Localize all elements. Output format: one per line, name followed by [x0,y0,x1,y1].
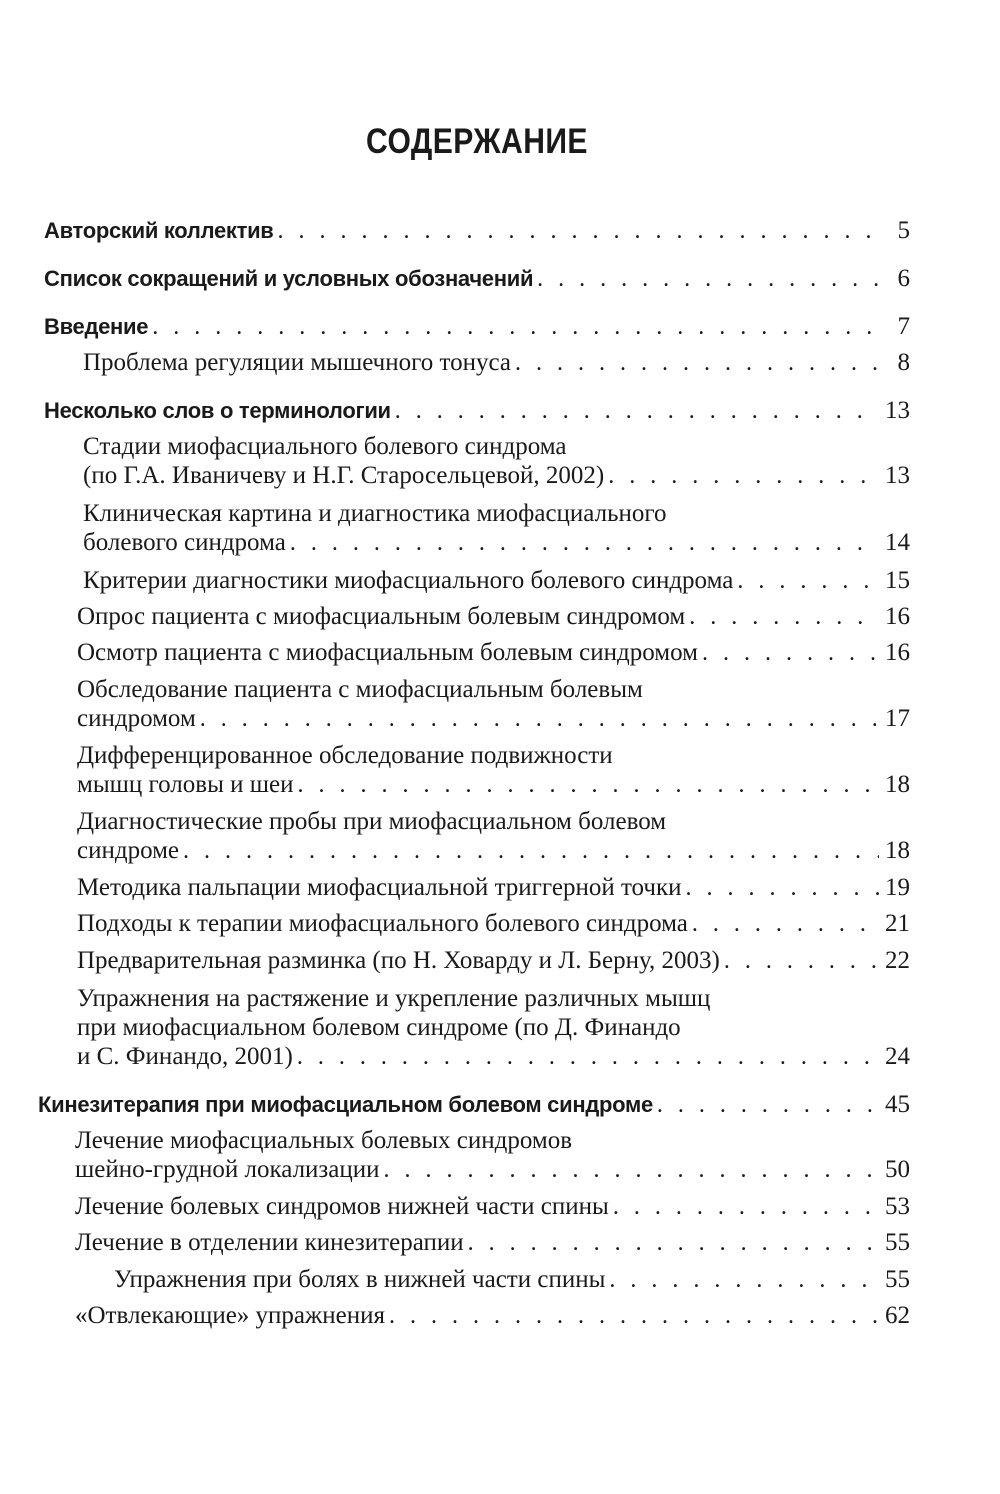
toc-entry-text: Методика пальпации миофасциальной триггерной точки [77,874,682,901]
toc-entry[interactable] [44,911,910,937]
toc-entry-text-line: Дифференцированное обследование подвижности [77,742,613,769]
toc-entry[interactable] [44,875,910,901]
toc-page-number: 7 [897,313,910,340]
toc-entry-text: Лечение в отделении кинезитерапии [75,1229,464,1256]
dot-leader [297,772,879,798]
toc-entry-text-line: Упражнения на растяжение и укрепление различных мышц [77,985,711,1012]
toc-entry[interactable] [44,772,910,798]
toc-entry-text-line: Клиническая картина и диагностика миофасциального [83,500,667,527]
toc-entry[interactable] [44,398,910,424]
toc-entry-text: Критерии диагностики миофасциального болевого синдрома [83,567,734,594]
dot-leader [613,1194,879,1220]
dot-leader [278,218,882,244]
toc-entry-text: Введение [44,314,149,339]
toc-page-number: 22 [885,947,910,974]
dot-leader [297,1044,879,1070]
toc-entry[interactable] [44,530,910,556]
dot-leader [183,838,879,864]
toc-entry-text: Предварительная разминка (по Н. Ховарду и Л. Берну, 2003) [77,947,720,974]
toc-entry-text: Авторский коллектив [44,218,274,243]
toc-entry[interactable] [44,314,910,340]
toc-entry[interactable] [44,706,910,732]
dot-leader [689,604,879,630]
toc-entry[interactable] [44,1157,910,1183]
dot-leader [515,350,882,376]
toc-page-number: 24 [885,1043,910,1070]
page-title: СОДЕРЖАНИЕ [366,122,588,161]
dot-leader [395,398,879,424]
toc-page-number: 18 [885,771,910,798]
toc-entry-text: и С. Финандо, 2001) [77,1043,293,1070]
toc-entry-text: (по Г.А. Иваничеву и Н.Г. Старосельцевой, 2002) [83,462,605,489]
toc-entry-text: Проблема регуляции мышечного тонуса [83,349,511,376]
toc-entry[interactable] [44,568,910,594]
dot-leader [152,314,882,340]
dot-leader [724,948,879,974]
toc-entry[interactable] [44,266,910,292]
dot-leader [389,1303,879,1329]
toc-entry[interactable] [44,640,910,666]
toc-page-number: 50 [885,1156,910,1183]
toc-page-number: 53 [885,1193,910,1220]
dot-leader [608,463,879,489]
toc-page-number: 18 [885,837,910,864]
toc-entry-text-line: Лечение миофасциальных болевых синдромов [75,1127,573,1154]
toc-entry[interactable] [44,1267,910,1293]
toc-page-number: 15 [885,567,910,594]
dot-leader [200,706,879,732]
toc-entry[interactable] [44,604,910,630]
toc-entry-text: Осмотр пациента с миофасциальным болевым синдромом [77,639,698,666]
toc-entry[interactable] [44,1230,910,1256]
toc-page-number: 5 [897,217,910,244]
dot-leader [702,640,879,666]
dot-leader [686,875,879,901]
toc-entry-text: Опрос пациента с миофасциальным болевым синдромом [77,603,686,630]
toc-page-number: 16 [885,639,910,666]
toc-entry-text: шейно-грудной локализации [75,1156,380,1183]
toc-entry-text: синдроме [77,837,180,864]
toc-entry-text-line: Диагностические пробы при миофасциальном болевом [77,808,667,835]
toc-page-number: 6 [897,265,910,292]
toc-page-number: 13 [885,462,910,489]
toc-entry-text: Упражнения при болях в нижней части спины [114,1266,606,1293]
toc-entry-text: «Отвлекающие» упражнения [75,1302,386,1329]
toc-page-number: 21 [885,910,910,937]
toc-entry[interactable] [44,838,910,864]
toc-page-number: 8 [897,349,910,376]
toc-page-number: 55 [885,1229,910,1256]
dot-leader [609,1267,879,1293]
toc-entry[interactable] [38,1092,910,1118]
toc-entry-text: Подходы к терапии миофасциального болевого синдрома [77,910,688,937]
toc-page-number: 45 [885,1091,910,1118]
toc-page-number: 17 [885,705,910,732]
dot-leader [537,266,882,292]
toc-entry[interactable] [44,463,910,489]
dot-leader [290,530,879,556]
toc-entry-text: Лечение болевых синдромов нижней части спины [75,1193,609,1220]
toc-page-number: 16 [885,603,910,630]
toc-entry-text: синдромом [77,705,196,732]
toc-page-number: 14 [885,529,910,556]
dot-leader [468,1230,879,1256]
toc-entry[interactable] [44,1044,910,1070]
toc-entry-text: мышц головы и шеи [77,771,294,798]
dot-leader [737,568,879,594]
dot-leader [657,1092,879,1118]
toc-entry-text: Кинезитерапия при миофасциальном болевом синдроме [38,1092,653,1117]
dot-leader [384,1157,879,1183]
dot-leader [692,911,879,937]
toc-page-number: 13 [885,397,910,424]
toc-entry-text-line: Обследование пациента с миофасциальным болевым [77,676,643,703]
toc-entry[interactable] [44,948,910,974]
toc-entry[interactable] [44,1303,910,1329]
toc-entry-text-line: при миофасциальном болевом синдроме (по Д. Финандо [77,1014,681,1041]
toc-page-number: 19 [885,874,910,901]
toc-entry[interactable] [44,218,910,244]
toc-entry[interactable] [44,1194,910,1220]
toc-page-number: 55 [885,1266,910,1293]
toc-entry-text: Список сокращений и условных обозначений [44,266,534,291]
toc-entry-text: Несколько слов о терминологии [44,398,391,423]
toc-entry-text: болевого синдрома [83,529,286,556]
toc-entry[interactable] [44,350,910,376]
toc-page-number: 62 [885,1302,910,1329]
toc-entry-text-line: Стадии миофасциального болевого синдрома [83,433,567,460]
